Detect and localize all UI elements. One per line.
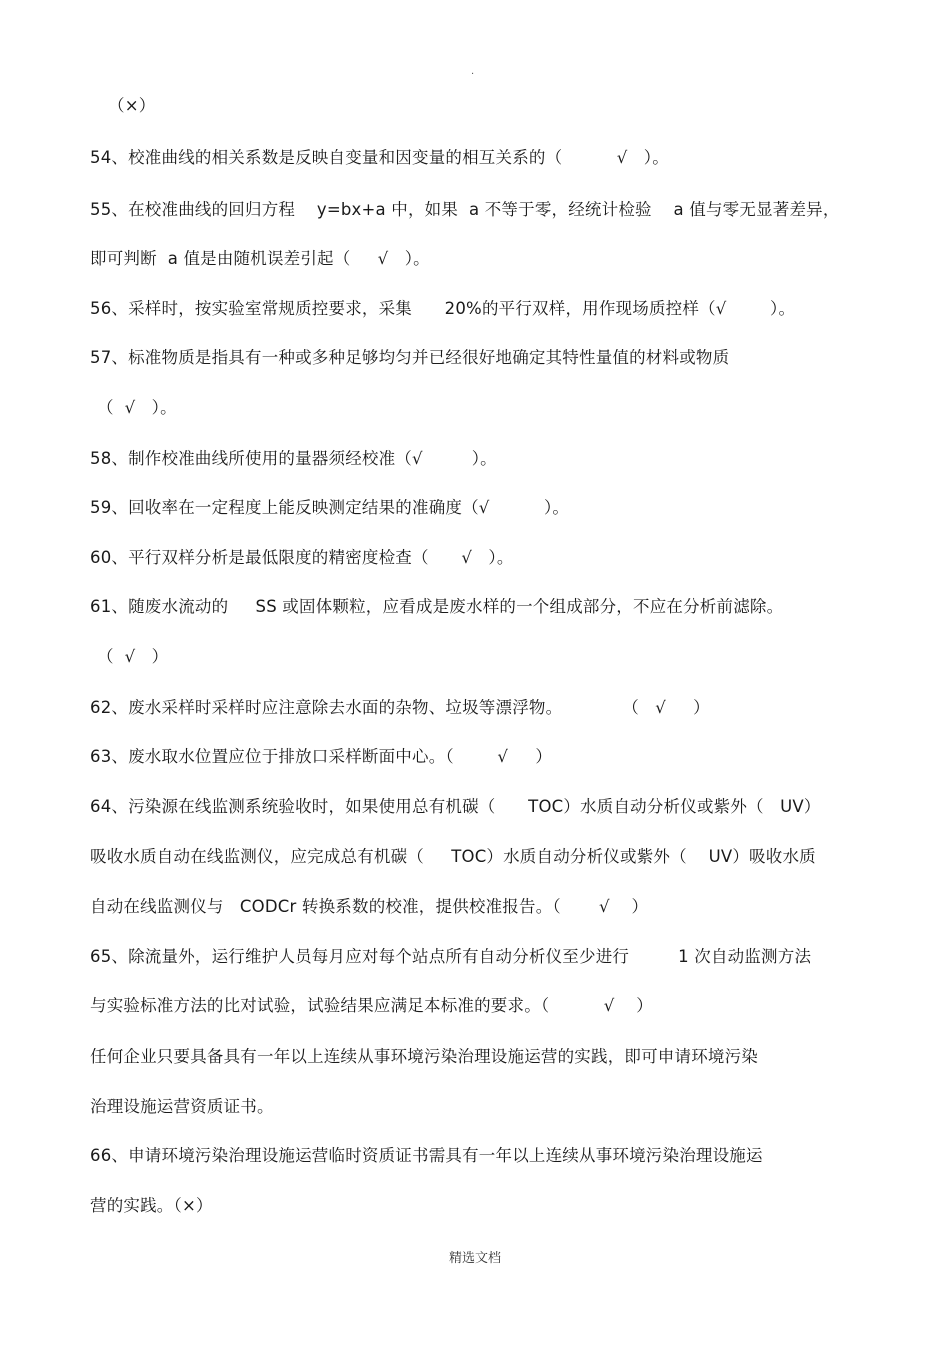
text-line: （×）	[108, 96, 156, 115]
text-line: 与实验标准方法的比对试验，试验结果应满足本标准的要求。（ √ ）	[90, 996, 653, 1015]
header-mark: .	[471, 66, 475, 77]
text-line: 即可判断 a 值是由随机误差引起（ √ ）。	[90, 249, 430, 268]
text-line: 63、废水取水位置应位于排放口采样断面中心。（ √ ）	[90, 747, 553, 766]
text-line: 59、回收率在一定程度上能反映测定结果的准确度（√ ）。	[90, 498, 570, 517]
text-line: （ √ ）	[97, 647, 169, 666]
text-line: 自动在线监测仪与 CODCr 转换系数的校准，提供校准报告。（ √ ）	[90, 897, 649, 916]
text-line: 57、标准物质是指具有一种或多种足够均匀并已经很好地确定其特性量值的材料或物质	[90, 348, 730, 367]
text-line: 58、制作校准曲线所使用的量器须经校准（√ ）。	[90, 449, 497, 468]
text-line: 任何企业只要具备具有一年以上连续从事环境污染治理设施运营的实践，即可申请环境污染	[90, 1047, 758, 1066]
text-line: 治理设施运营资质证书。	[90, 1097, 274, 1116]
text-line: 61、随废水流动的 SS 或固体颗粒，应看成是废水样的一个组成部分，不应在分析前滤除。	[90, 597, 784, 616]
text-line: 55、在校准曲线的回归方程 y=bx+a 中，如果 a 不等于零，经统计检验 a 值与零无显著差异，	[90, 200, 840, 219]
text-line: 吸收水质自动在线监测仪，应完成总有机碳（ TOC）水质自动分析仪或紫外（ UV）吸收水质	[90, 847, 816, 866]
page-footer: 精选文档	[448, 1251, 501, 1266]
text-line: 60、平行双样分析是最低限度的精密度检查（ √ ）。	[90, 548, 514, 567]
text-line: 64、污染源在线监测系统验收时，如果使用总有机碳（ TOC）水质自动分析仪或紫外（ UV）	[90, 797, 821, 816]
text-line: 56、采样时，按实验室常规质控要求，采集 20%的平行双样，用作现场质控样（√ ）。	[90, 299, 796, 318]
text-line: 营的实践。（×）	[90, 1196, 213, 1215]
text-line: 65、除流量外，运行维护人员每月应对每个站点所有自动分析仪至少进行 1 次自动监测方法	[90, 947, 812, 966]
text-line: 62、废水采样时采样时应注意除去水面的杂物、垃圾等漂浮物。 （ √ ）	[90, 698, 710, 717]
text-line: 54、校准曲线的相关系数是反映自变量和因变量的相互关系的（ √ ）。	[90, 148, 669, 167]
text-line: （ √ ）。	[97, 398, 177, 417]
text-line: 66、申请环境污染治理设施运营临时资质证书需具有一年以上连续从事环境污染治理设施运	[90, 1146, 763, 1165]
